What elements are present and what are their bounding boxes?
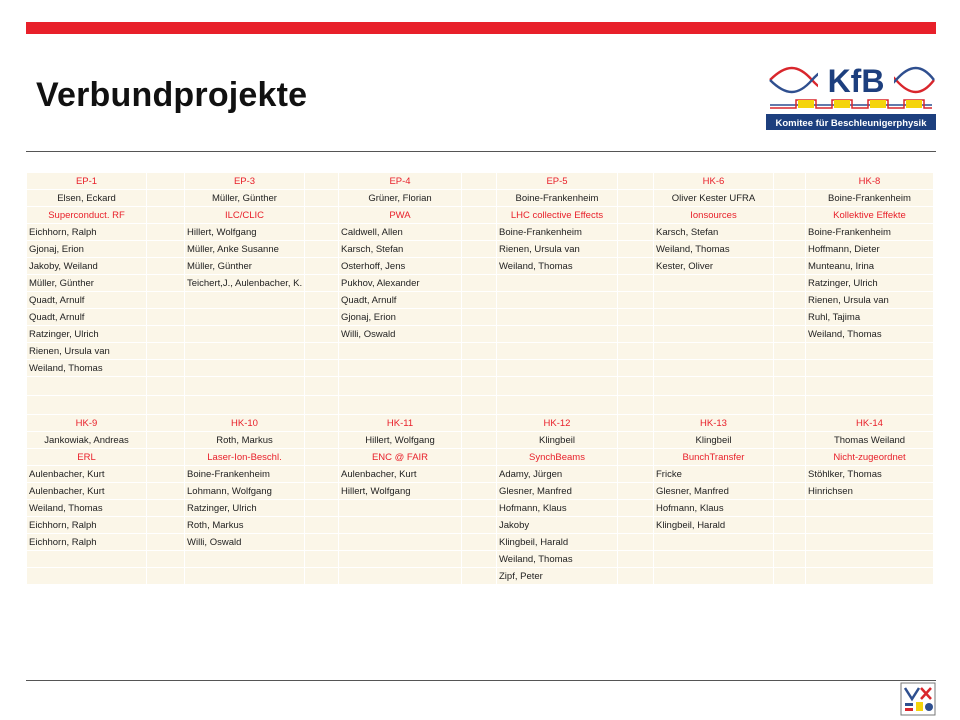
member-row <box>27 309 934 326</box>
spacer-cell <box>305 173 339 190</box>
member-cell: Müller, Günther <box>185 258 305 275</box>
spacer-cell <box>462 415 497 432</box>
spacer-cell <box>462 568 497 585</box>
project-topic-cell: Laser-Ion-Beschl. <box>185 449 305 466</box>
project-topic-cell: Kollektive Effekte <box>806 207 934 224</box>
spacer-cell <box>774 258 806 275</box>
spacer-cell <box>305 551 339 568</box>
member-cell <box>339 534 462 551</box>
spacer-cell <box>305 466 339 483</box>
spacer-cell <box>305 309 339 326</box>
member-cell: Hofmann, Klaus <box>654 500 774 517</box>
project-code-cell: HK-11 <box>339 415 462 432</box>
member-cell: Weiland, Thomas <box>654 241 774 258</box>
spacer-cell <box>305 224 339 241</box>
spacer-cell <box>147 326 185 343</box>
spacer-cell <box>305 568 339 585</box>
member-cell: Eichhorn, Ralph <box>27 534 147 551</box>
spacer-cell <box>618 500 654 517</box>
member-cell: Ratzinger, Ulrich <box>806 275 934 292</box>
spacer-cell <box>462 432 497 449</box>
member-cell: Aulenbacher, Kurt <box>339 466 462 483</box>
spacer-cell <box>774 568 806 585</box>
member-cell <box>339 568 462 585</box>
project-header-row <box>27 415 934 432</box>
member-row <box>27 241 934 258</box>
member-cell: Hillert, Wolfgang <box>339 432 462 449</box>
spacer-cell <box>462 551 497 568</box>
spacer-cell <box>618 551 654 568</box>
member-cell: Glesner, Manfred <box>654 483 774 500</box>
spacer-cell <box>774 190 806 207</box>
member-cell <box>654 534 774 551</box>
project-topic-cell: SynchBeams <box>497 449 618 466</box>
project-lead-row <box>27 190 934 207</box>
member-cell: Quadt, Arnulf <box>27 292 147 309</box>
project-code-cell: HK-13 <box>654 415 774 432</box>
spacer-cell <box>462 466 497 483</box>
member-cell <box>806 343 934 360</box>
top-divider <box>26 151 936 152</box>
member-cell: Lohmann, Wolfgang <box>185 483 305 500</box>
spacer-cell <box>618 568 654 585</box>
spacer-cell <box>462 534 497 551</box>
project-topic-cell: LHC collective Effects <box>497 207 618 224</box>
project-topic-cell: Superconduct. RF <box>27 207 147 224</box>
spacer-cell <box>774 534 806 551</box>
project-topic-cell: BunchTransfer <box>654 449 774 466</box>
member-cell: Thomas Weiland <box>806 432 934 449</box>
member-cell: Boine-Frankenheim <box>806 224 934 241</box>
spacer-cell <box>147 568 185 585</box>
member-cell: Jakoby <box>497 517 618 534</box>
member-cell <box>806 568 934 585</box>
member-cell: Gjonaj, Erion <box>27 241 147 258</box>
member-cell: Eichhorn, Ralph <box>27 224 147 241</box>
spacer-cell <box>618 292 654 309</box>
spacer-cell <box>618 190 654 207</box>
top-red-bar <box>26 22 936 34</box>
spacer-cell <box>462 343 497 360</box>
spacer-cell <box>147 292 185 309</box>
project-code-cell: HK-14 <box>806 415 934 432</box>
member-cell: Hillert, Wolfgang <box>185 224 305 241</box>
spacer-cell <box>618 326 654 343</box>
project-topic-cell: Nicht-zugeordnet <box>806 449 934 466</box>
project-code-cell: HK-10 <box>185 415 305 432</box>
project-topic-cell: ENC @ FAIR <box>339 449 462 466</box>
member-cell: Klingbeil <box>497 432 618 449</box>
member-cell: Karsch, Stefan <box>339 241 462 258</box>
project-topic-row <box>27 449 934 466</box>
spacer-cell <box>147 360 185 377</box>
member-cell <box>497 275 618 292</box>
member-cell: Glesner, Manfred <box>497 483 618 500</box>
spacer-cell <box>462 360 497 377</box>
member-cell <box>27 568 147 585</box>
spacer-cell <box>147 483 185 500</box>
spacer-cell <box>774 207 806 224</box>
spacer-cell <box>147 432 185 449</box>
member-cell <box>654 551 774 568</box>
bottom-divider <box>26 680 936 681</box>
project-code-cell: HK-6 <box>654 173 774 190</box>
member-cell <box>806 360 934 377</box>
spacer-cell <box>147 343 185 360</box>
member-cell: Oliver Kester UFRA <box>654 190 774 207</box>
member-cell: Stöhlker, Thomas <box>806 466 934 483</box>
spacer-cell <box>618 207 654 224</box>
institution-logo-icon <box>900 682 936 716</box>
project-code-cell: EP-4 <box>339 173 462 190</box>
spacer-cell <box>305 432 339 449</box>
spacer-cell <box>462 309 497 326</box>
member-cell <box>497 360 618 377</box>
member-cell <box>339 360 462 377</box>
spacer-cell <box>305 326 339 343</box>
project-code-cell: EP-3 <box>185 173 305 190</box>
project-topic-row <box>27 207 934 224</box>
spacer-cell <box>618 534 654 551</box>
spacer-cell <box>305 500 339 517</box>
member-row <box>27 466 934 483</box>
member-row <box>27 326 934 343</box>
member-cell <box>497 309 618 326</box>
spacer-cell <box>147 466 185 483</box>
member-cell: Gjonaj, Erion <box>339 309 462 326</box>
member-cell <box>339 500 462 517</box>
member-cell: Quadt, Arnulf <box>339 292 462 309</box>
spacer-cell <box>147 275 185 292</box>
member-cell: Rienen, Ursula van <box>27 343 147 360</box>
spacer-cell <box>462 241 497 258</box>
table-section-1 <box>27 173 934 377</box>
member-row <box>27 292 934 309</box>
member-cell: Hoffmann, Dieter <box>806 241 934 258</box>
member-cell: Rienen, Ursula van <box>497 241 618 258</box>
spacer-cell <box>774 275 806 292</box>
spacer-cell <box>147 309 185 326</box>
member-cell <box>654 326 774 343</box>
member-cell: Zipf, Peter <box>497 568 618 585</box>
member-cell <box>185 292 305 309</box>
spacer-cell <box>774 224 806 241</box>
member-cell <box>654 568 774 585</box>
member-cell: Klingbeil, Harald <box>497 534 618 551</box>
member-cell: Rienen, Ursula van <box>806 292 934 309</box>
member-cell: Müller, Günther <box>185 190 305 207</box>
member-row <box>27 360 934 377</box>
member-cell: Ruhl, Tajima <box>806 309 934 326</box>
spacer-cell <box>774 360 806 377</box>
spacer-cell <box>618 517 654 534</box>
spacer-cell <box>305 241 339 258</box>
projects-table <box>26 172 934 585</box>
member-cell: Quadt, Arnulf <box>27 309 147 326</box>
spacer-cell <box>774 343 806 360</box>
member-cell <box>339 551 462 568</box>
member-cell: Hinrichsen <box>806 483 934 500</box>
member-cell: Boine-Frankenheim <box>806 190 934 207</box>
member-cell <box>185 326 305 343</box>
spacer-cell <box>305 207 339 224</box>
member-cell: Aulenbacher, Kurt <box>27 483 147 500</box>
spacer-cell <box>305 415 339 432</box>
spacer-cell <box>462 292 497 309</box>
member-cell: Eichhorn, Ralph <box>27 517 147 534</box>
spacer-cell <box>147 517 185 534</box>
spacer-cell <box>774 551 806 568</box>
spacer-cell <box>774 483 806 500</box>
project-topic-cell: Ionsources <box>654 207 774 224</box>
kfb-logo <box>766 58 936 136</box>
table-section-2 <box>27 415 934 585</box>
member-cell: Hofmann, Klaus <box>497 500 618 517</box>
member-cell: Boine-Frankenheim <box>497 190 618 207</box>
member-cell: Klingbeil <box>654 432 774 449</box>
spacer-cell <box>305 449 339 466</box>
spacer-cell <box>774 241 806 258</box>
spacer-cell <box>774 517 806 534</box>
member-cell: Caldwell, Allen <box>339 224 462 241</box>
spacer-cell <box>618 415 654 432</box>
spacer-cell <box>147 224 185 241</box>
member-row <box>27 275 934 292</box>
member-cell <box>339 517 462 534</box>
spacer-cell <box>618 449 654 466</box>
project-topic-cell: ILC/CLIC <box>185 207 305 224</box>
svg-text:KfB: KfB <box>827 63 885 99</box>
spacer-cell <box>774 173 806 190</box>
spacer-cell <box>774 500 806 517</box>
spacer-cell <box>462 500 497 517</box>
member-cell <box>185 360 305 377</box>
spacer-cell <box>774 449 806 466</box>
spacer-cell <box>305 275 339 292</box>
spacer-cell <box>305 360 339 377</box>
member-cell <box>806 517 934 534</box>
projects-sheet <box>26 172 933 585</box>
member-row <box>27 551 934 568</box>
member-cell: Fricke <box>654 466 774 483</box>
spacer-cell <box>462 190 497 207</box>
svg-text:Komitee für Beschleunigerphysi: Komitee für Beschleunigerphysik <box>775 118 927 129</box>
member-cell: Karsch, Stefan <box>654 224 774 241</box>
member-cell: Klingbeil, Harald <box>654 517 774 534</box>
spacer-cell <box>305 258 339 275</box>
spacer-cell <box>618 360 654 377</box>
member-cell <box>654 275 774 292</box>
project-code-cell: HK-8 <box>806 173 934 190</box>
member-cell: Pukhov, Alexander <box>339 275 462 292</box>
spacer-cell <box>618 173 654 190</box>
member-cell: Weiland, Thomas <box>497 551 618 568</box>
member-cell: Weiland, Thomas <box>27 500 147 517</box>
member-cell: Müller, Günther <box>27 275 147 292</box>
spacer-cell <box>147 207 185 224</box>
member-cell <box>185 568 305 585</box>
member-cell <box>497 343 618 360</box>
spacer-cell <box>618 343 654 360</box>
spacer-cell <box>618 483 654 500</box>
member-cell <box>806 534 934 551</box>
member-cell: Weiland, Thomas <box>497 258 618 275</box>
project-code-cell: HK-9 <box>27 415 147 432</box>
spacer-cell <box>147 534 185 551</box>
member-row <box>27 500 934 517</box>
member-cell <box>339 343 462 360</box>
project-code-cell: HK-12 <box>497 415 618 432</box>
spacer-cell <box>147 415 185 432</box>
spacer-cell <box>618 275 654 292</box>
spacer-cell <box>618 309 654 326</box>
spacer-cell <box>618 224 654 241</box>
spacer-cell <box>774 466 806 483</box>
spacer-cell <box>305 343 339 360</box>
spacer-cell <box>462 449 497 466</box>
spacer-cell <box>462 326 497 343</box>
spacer-cell <box>618 241 654 258</box>
member-cell: Weiland, Thomas <box>806 326 934 343</box>
member-cell: Hillert, Wolfgang <box>339 483 462 500</box>
member-cell <box>654 360 774 377</box>
member-cell: Osterhoff, Jens <box>339 258 462 275</box>
member-cell <box>185 309 305 326</box>
member-cell: Munteanu, Irina <box>806 258 934 275</box>
spacer-cell <box>305 517 339 534</box>
member-cell <box>806 500 934 517</box>
member-cell: Aulenbacher, Kurt <box>27 466 147 483</box>
project-code-cell: EP-1 <box>27 173 147 190</box>
project-lead-row <box>27 432 934 449</box>
member-row <box>27 483 934 500</box>
spacer-cell <box>774 292 806 309</box>
spacer-cell <box>462 517 497 534</box>
spacer-cell <box>305 534 339 551</box>
member-cell <box>27 551 147 568</box>
member-cell: Müller, Anke Susanne <box>185 241 305 258</box>
member-cell: Grüner, Florian <box>339 190 462 207</box>
member-cell: Teichert,J., Aulenbacher, K. <box>185 275 305 292</box>
spacer-cell <box>147 551 185 568</box>
spacer-cell <box>618 466 654 483</box>
spacer-cell <box>462 207 497 224</box>
spacer-cell <box>462 258 497 275</box>
page-title: Verbundprojekte <box>36 76 308 114</box>
spacer-cell <box>774 309 806 326</box>
member-cell <box>497 292 618 309</box>
member-row <box>27 517 934 534</box>
spacer-cell <box>147 190 185 207</box>
member-cell: Weiland, Thomas <box>27 360 147 377</box>
spacer-cell <box>147 258 185 275</box>
spacer-cell <box>462 483 497 500</box>
project-header-row <box>27 173 934 190</box>
member-cell <box>654 343 774 360</box>
member-cell: Elsen, Eckard <box>27 190 147 207</box>
project-topic-cell: PWA <box>339 207 462 224</box>
member-row <box>27 258 934 275</box>
spacer-cell <box>147 173 185 190</box>
member-row <box>27 224 934 241</box>
spacer-cell <box>618 432 654 449</box>
spacer-cell <box>462 224 497 241</box>
spacer-cell <box>305 190 339 207</box>
member-cell: Kester, Oliver <box>654 258 774 275</box>
member-cell <box>497 326 618 343</box>
member-cell: Jakoby, Weiland <box>27 258 147 275</box>
spacer-cell <box>774 415 806 432</box>
member-cell: Willi, Oswald <box>185 534 305 551</box>
spacer-cell <box>774 432 806 449</box>
member-cell <box>806 551 934 568</box>
spacer-cell <box>774 326 806 343</box>
member-cell <box>654 309 774 326</box>
spacer-cell <box>462 173 497 190</box>
member-row <box>27 568 934 585</box>
member-cell: Boine-Frankenheim <box>497 224 618 241</box>
section-gap <box>27 377 934 415</box>
spacer-cell <box>305 483 339 500</box>
member-row <box>27 343 934 360</box>
spacer-cell <box>147 500 185 517</box>
member-cell: Adamy, Jürgen <box>497 466 618 483</box>
project-code-cell: EP-5 <box>497 173 618 190</box>
member-cell: Roth, Markus <box>185 517 305 534</box>
member-cell: Ratzinger, Ulrich <box>27 326 147 343</box>
spacer-cell <box>147 449 185 466</box>
member-cell: Roth, Markus <box>185 432 305 449</box>
member-cell: Ratzinger, Ulrich <box>185 500 305 517</box>
member-cell <box>185 343 305 360</box>
spacer-cell <box>462 275 497 292</box>
member-cell <box>185 551 305 568</box>
member-cell: Boine-Frankenheim <box>185 466 305 483</box>
spacer-cell <box>147 241 185 258</box>
member-row <box>27 534 934 551</box>
member-cell: Jankowiak, Andreas <box>27 432 147 449</box>
member-cell <box>654 292 774 309</box>
spacer-cell <box>618 258 654 275</box>
project-topic-cell: ERL <box>27 449 147 466</box>
member-cell: Willi, Oswald <box>339 326 462 343</box>
spacer-cell <box>305 292 339 309</box>
